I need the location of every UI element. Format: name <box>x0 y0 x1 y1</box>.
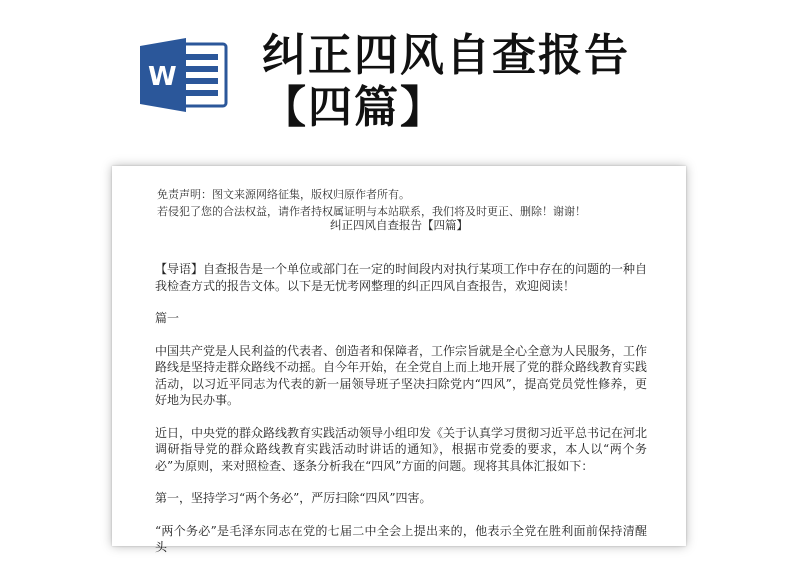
paragraph: 中国共产党是人民利益的代表者、创造者和保障者，工作宗旨就是全心全意为人民服务，工作路线是坚持走群众路线不动摇。自今年开始，在全党自上而上地开展了党的群众路线教育实践活动，以习近平同志为代表的新一届领导班子坚决扫除党内“四风”，提高党员党性修养，更好地为民办事。 <box>155 343 648 407</box>
page-header <box>0 0 800 160</box>
document-preview <box>112 166 686 554</box>
word-document-icon <box>140 38 230 112</box>
disclaimer-line: 若侵犯了您的合法权益，请作者持权属证明与本站联系，我们将及时更正、删除！谢谢！ <box>157 205 586 218</box>
document-title: 纠正四风自查报告【四篇】 <box>330 218 468 232</box>
paragraph: 近日，中央党的群众路线教育实践活动领导小组印发《关于认真学习贯彻习近平总书记在河北调研指导党的群众路线教育实践活动时讲话的通知》，根据市党委的要求，本人以“两个务必”为原则，来对照检查、逐条分析我在“四风”方面的问题。现将其具体汇报如下： <box>155 425 648 473</box>
svg-text:W: W <box>148 62 177 92</box>
document-body <box>155 261 647 572</box>
page-title: 纠正四风自查报告【四篇】 <box>262 30 630 133</box>
disclaimer <box>157 186 657 220</box>
paragraph: 第一，坚持学习“两个务必”，严厉扫除“四风”四害。 <box>155 491 432 505</box>
section-heading: 篇一 <box>155 311 180 325</box>
disclaimer-line: 免责声明：图文来源网络征集，版权归原作者所有。 <box>157 188 410 201</box>
paragraph-intro: 【导语】自查报告是一个单位或部门在一定的时间段内对执行某项工作中存在的问题的一种自我检查方式的报告文体。以下是无忧考网整理的纠正四风自查报告，欢迎阅读！ <box>155 262 648 293</box>
paragraph: “两个务必”是毛泽东同志在党的七届二中全会上提出来的，他表示全党在胜利面前保持清醒头 <box>155 523 647 554</box>
